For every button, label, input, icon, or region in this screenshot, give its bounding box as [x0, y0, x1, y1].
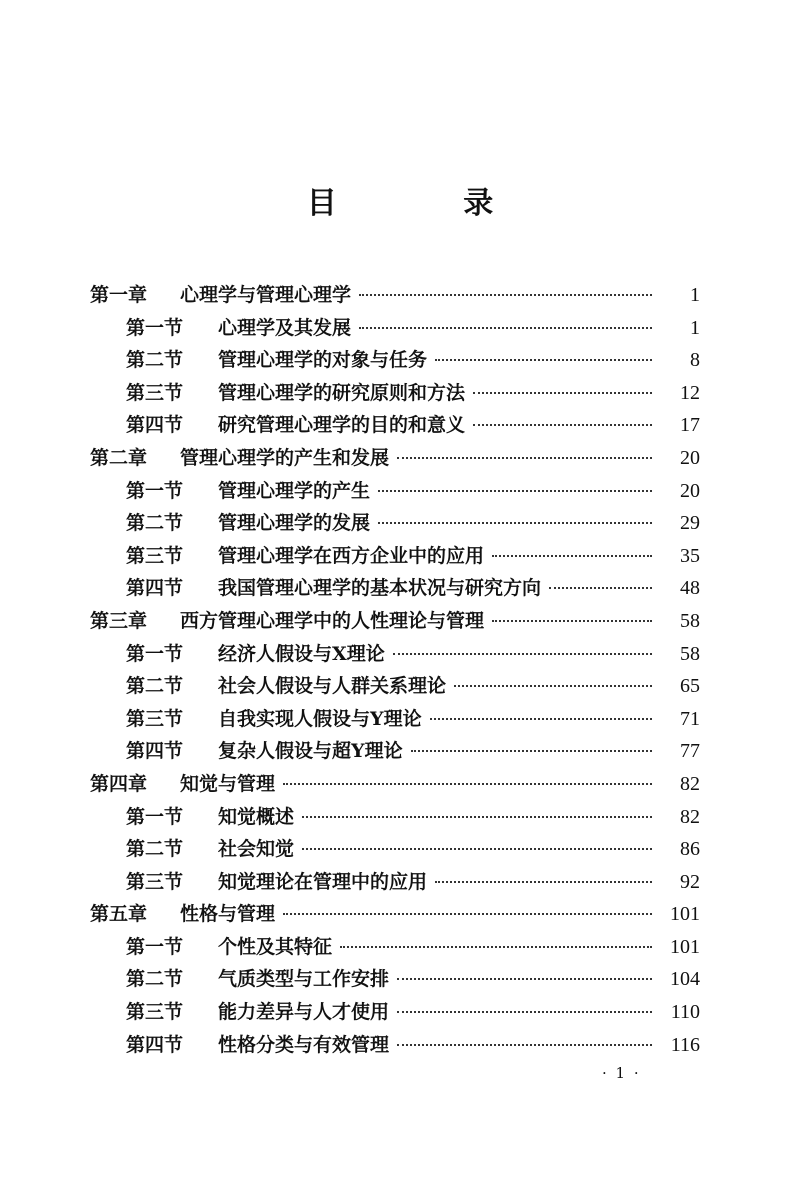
- dot-leader: [302, 816, 652, 818]
- toc-entry-number: 第二节: [126, 968, 184, 991]
- toc-entry-title: 研究管理心理学的目的和意义: [218, 414, 466, 437]
- dot-leader: [430, 718, 652, 720]
- toc-section-entry[interactable]: [90, 541, 700, 574]
- toc-section-entry[interactable]: [90, 476, 700, 509]
- toc-section-entry[interactable]: [90, 736, 700, 769]
- dot-leader: [454, 685, 652, 687]
- dot-leader: [473, 424, 652, 426]
- toc-entry-page: 77: [680, 740, 700, 763]
- toc-entry-title: 性格分类与有效管理: [218, 1033, 390, 1056]
- dot-leader: [283, 913, 652, 915]
- toc-entry-page: 8: [690, 349, 700, 372]
- toc-entry-number: 第二节: [126, 838, 184, 861]
- toc-entry-title: 管理心理学的产生: [218, 479, 371, 502]
- toc-entry-title: 心理学与管理心理学: [180, 284, 352, 306]
- toc-entry-number: 第五章: [90, 903, 148, 926]
- toc-entry-number: 第三节: [126, 1001, 184, 1024]
- toc-entry-page: 65: [680, 675, 700, 698]
- toc-section-entry[interactable]: [90, 508, 700, 541]
- toc-section-entry[interactable]: [90, 639, 700, 672]
- dot-leader: [492, 555, 652, 557]
- toc-entry-number: 第三节: [126, 381, 184, 404]
- toc-entry-page: 58: [680, 609, 700, 632]
- toc-entry-number: 第四节: [126, 414, 184, 437]
- toc-entry-page: 82: [680, 805, 700, 828]
- toc-entry-title: 西方管理心理学中的人性理论与管理: [180, 609, 485, 632]
- toc-entry-page: 101: [670, 903, 700, 926]
- toc-entry-title: 能力差异与人才使用: [218, 1001, 390, 1024]
- toc-chapter-entry[interactable]: [90, 443, 700, 476]
- toc-entry-number: 第一章: [90, 284, 148, 306]
- dot-leader: [492, 620, 652, 622]
- dot-leader: [340, 946, 652, 948]
- toc-entry-page: 116: [670, 1033, 700, 1056]
- dot-leader: [473, 392, 652, 394]
- dot-leader: [397, 1011, 652, 1013]
- toc-entry-title: 管理心理学在西方企业中的应用: [218, 544, 485, 567]
- toc-entry-page: 17: [680, 414, 700, 437]
- toc-entry-page: 20: [680, 479, 700, 502]
- toc-entry-number: 第二节: [126, 675, 184, 698]
- toc-entry-title: 气质类型与工作安排: [218, 968, 390, 991]
- dot-leader: [378, 490, 652, 492]
- dot-leader: [435, 881, 652, 883]
- toc-entry-page: 86: [680, 838, 700, 861]
- toc-entry-number: 第三节: [126, 707, 184, 730]
- toc-entry-title: 我国管理心理学的基本状况与研究方向: [218, 577, 542, 600]
- toc-entry-page: 29: [680, 512, 700, 535]
- toc-section-entry[interactable]: [90, 997, 700, 1030]
- toc-entry-number: 第一节: [126, 642, 184, 665]
- toc-entry-title: 管理心理学的发展: [218, 512, 371, 535]
- toc-entry-number: 第四节: [126, 1033, 184, 1056]
- toc-entry-number: 第二节: [126, 349, 184, 372]
- dot-leader: [378, 522, 652, 524]
- toc-entry-number: 第三节: [126, 544, 184, 567]
- toc-entry-title: 管理心理学的研究原则和方法: [218, 381, 466, 404]
- toc-entry-number: 第四章: [90, 772, 148, 795]
- toc-section-entry[interactable]: [90, 834, 700, 867]
- toc-section-entry[interactable]: [90, 964, 700, 997]
- dot-leader: [397, 1044, 652, 1046]
- toc-entry-title: 复杂人假设与超Y理论: [218, 740, 403, 763]
- toc-section-entry[interactable]: [90, 1030, 700, 1063]
- page-title: 目 录: [306, 186, 552, 221]
- toc-entry-title: 知觉与管理: [180, 772, 276, 795]
- toc-entry-number: 第三节: [126, 870, 184, 893]
- page-number: · 1 ·: [602, 1064, 641, 1082]
- toc-entry-page: 20: [680, 446, 700, 469]
- toc-entry-page: 71: [680, 707, 700, 730]
- toc-section-entry[interactable]: [90, 932, 700, 965]
- toc-entry-number: 第二节: [126, 512, 184, 535]
- toc-entry-title: 社会知觉: [218, 838, 295, 861]
- toc-entry-title: 管理心理学的产生和发展: [180, 446, 390, 469]
- toc-entry-page: 101: [670, 935, 700, 958]
- toc-chapter-entry[interactable]: [90, 899, 700, 932]
- toc-section-entry[interactable]: [90, 704, 700, 737]
- toc-entry-number: 第一节: [126, 316, 184, 339]
- dot-leader: [283, 783, 652, 785]
- toc-entry-page: 1: [690, 284, 700, 306]
- table-of-contents: [90, 280, 700, 1062]
- toc-entry-title: 社会人假设与人群关系理论: [218, 675, 447, 698]
- toc-section-entry[interactable]: [90, 313, 700, 346]
- toc-entry-number: 第一节: [126, 479, 184, 502]
- dot-leader: [397, 457, 652, 459]
- dot-leader: [549, 587, 652, 589]
- toc-entry-title: 管理心理学的对象与任务: [218, 349, 428, 372]
- dot-leader: [435, 359, 652, 361]
- dot-leader: [393, 653, 652, 655]
- toc-entry-number: 第一节: [126, 935, 184, 958]
- toc-section-entry[interactable]: [90, 867, 700, 900]
- toc-section-entry[interactable]: [90, 671, 700, 704]
- dot-leader: [302, 848, 652, 850]
- toc-entry-page: 82: [680, 772, 700, 795]
- toc-entry-number: 第一节: [126, 805, 184, 828]
- toc-entry-title: 性格与管理: [180, 903, 276, 926]
- toc-entry-number: 第二章: [90, 446, 148, 469]
- toc-entry-page: 58: [680, 642, 700, 665]
- toc-entry-number: 第四节: [126, 740, 184, 763]
- toc-chapter-entry[interactable]: [90, 606, 700, 639]
- toc-entry-title: 自我实现人假设与Y理论: [218, 707, 422, 730]
- toc-entry-title: 知觉概述: [218, 805, 295, 828]
- toc-entry-page: 1: [690, 316, 700, 339]
- toc-entry-number: 第四节: [126, 577, 184, 600]
- toc-section-entry[interactable]: [90, 345, 700, 378]
- toc-entry-number: 第三章: [90, 609, 148, 632]
- toc-entry-title: 知觉理论在管理中的应用: [218, 870, 428, 893]
- dot-leader: [359, 327, 652, 329]
- toc-entry-page: 92: [680, 870, 700, 893]
- toc-entry-page: 110: [670, 1001, 700, 1024]
- toc-entry-title: 个性及其特征: [218, 935, 333, 958]
- toc-entry-title: 经济人假设与X理论: [218, 642, 385, 665]
- toc-section-entry[interactable]: [90, 573, 700, 606]
- toc-entry-page: 35: [680, 544, 700, 567]
- toc-entry-page: 12: [680, 381, 700, 404]
- dot-leader: [359, 294, 652, 296]
- toc-entry-page: 104: [670, 968, 700, 991]
- toc-chapter-entry[interactable]: [90, 280, 700, 313]
- toc-section-entry[interactable]: [90, 378, 700, 411]
- toc-entry-title: 心理学及其发展: [218, 316, 352, 339]
- dot-leader: [411, 750, 652, 752]
- toc-section-entry[interactable]: [90, 410, 700, 443]
- toc-section-entry[interactable]: [90, 802, 700, 835]
- toc-chapter-entry[interactable]: [90, 769, 700, 802]
- dot-leader: [397, 978, 652, 980]
- toc-entry-page: 48: [680, 577, 700, 600]
